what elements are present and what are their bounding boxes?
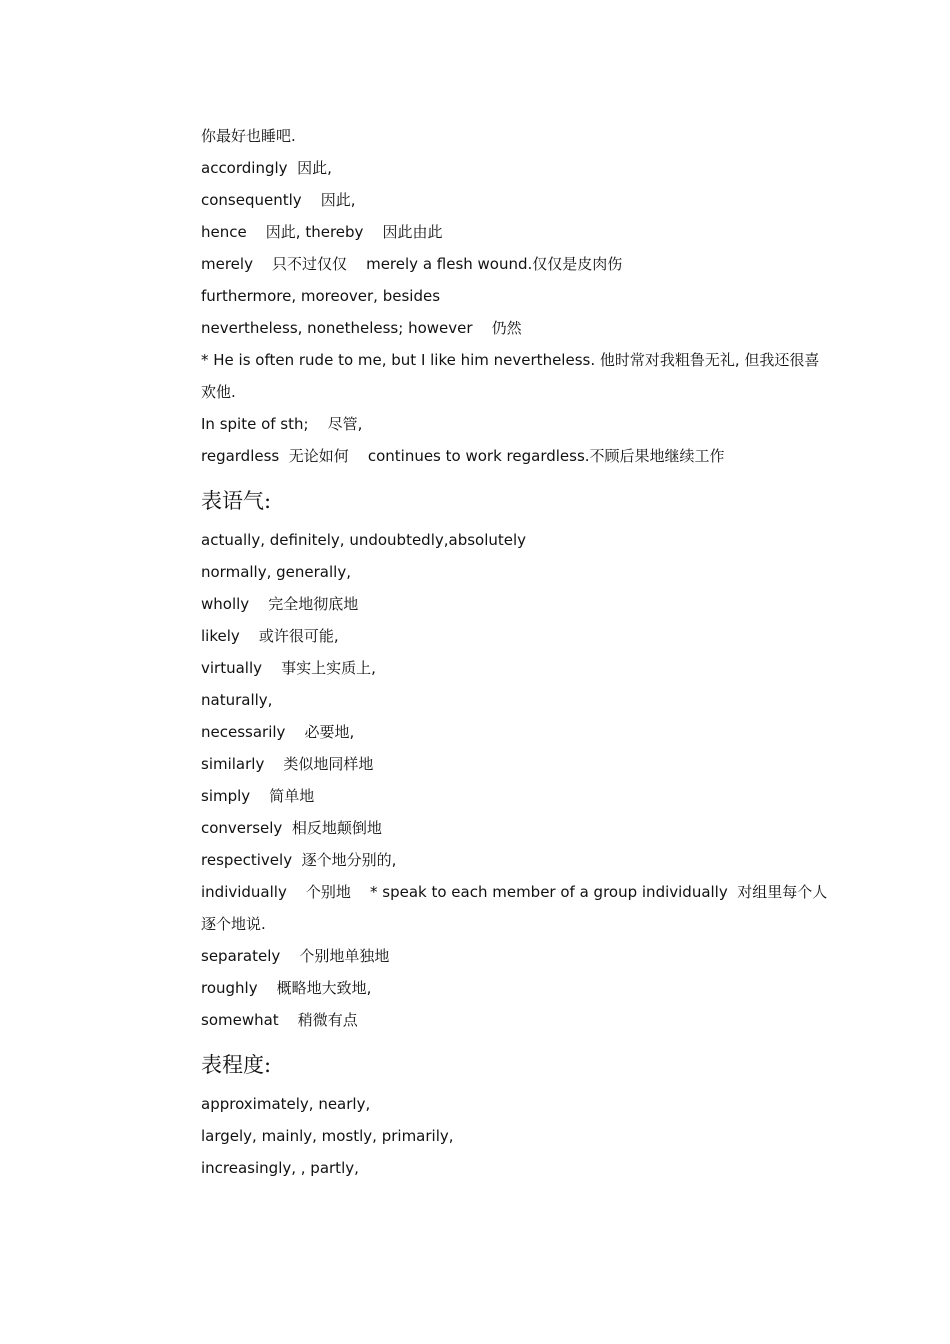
section-heading: 表语气:: [201, 489, 272, 513]
text-line: similarly 类似地同样地: [201, 755, 374, 773]
text-line: naturally,: [201, 691, 273, 709]
text-line: approximately, nearly,: [201, 1095, 371, 1113]
text-line: separately 个别地单独地: [201, 947, 390, 965]
text-line: normally, generally,: [201, 563, 351, 581]
text-line: accordingly 因此,: [201, 159, 332, 177]
text-line: roughly 概略地大致地,: [201, 979, 372, 997]
text-line: 逐个地说.: [201, 915, 266, 933]
text-line: simply 简单地: [201, 787, 315, 805]
text-line: conversely 相反地颠倒地: [201, 819, 382, 837]
section-tone: [201, 486, 828, 1036]
text-line: consequently 因此,: [201, 191, 356, 209]
text-line: In spite of sth; 尽管,: [201, 415, 363, 433]
text-line: somewhat 稍微有点: [201, 1011, 358, 1029]
text-line: respectively 逐个地分别的,: [201, 851, 397, 869]
text-line: actually, definitely, undoubtedly,absolutely: [201, 531, 527, 549]
text-line: regardless 无论如何 continues to work regardless.不顾后果地继续工作: [201, 447, 725, 465]
text-line: merely 只不过仅仅 merely a flesh wound.仅仅是皮肉伤: [201, 255, 623, 273]
section-heading: 表程度:: [201, 1053, 272, 1077]
text-line: wholly 完全地彻底地: [201, 595, 359, 613]
text-line: virtually 事实上实质上,: [201, 659, 376, 677]
text-line: likely 或许很可能,: [201, 627, 339, 645]
text-line: increasingly, , partly,: [201, 1159, 359, 1177]
text-line: hence 因此, thereby 因此由此: [201, 223, 443, 241]
document-page: [201, 120, 828, 1184]
text-line: individually 个别地 * speak to each member of a group individually 对组里每个人: [201, 883, 828, 901]
text-line: largely, mainly, mostly, primarily,: [201, 1127, 454, 1145]
section-connectives: [201, 120, 820, 472]
text-line: 你最好也睡吧.: [201, 127, 296, 145]
text-line: nevertheless, nonetheless; however 仍然: [201, 319, 522, 337]
text-line: furthermore, moreover, besides: [201, 287, 441, 305]
section-degree: [201, 1050, 813, 1184]
text-line: necessarily 必要地,: [201, 723, 355, 741]
text-line: * He is often rude to me, but I like him nevertheless. 他时常对我粗鲁无礼, 但我还很喜: [201, 351, 820, 369]
text-line: 欢他.: [201, 383, 236, 401]
